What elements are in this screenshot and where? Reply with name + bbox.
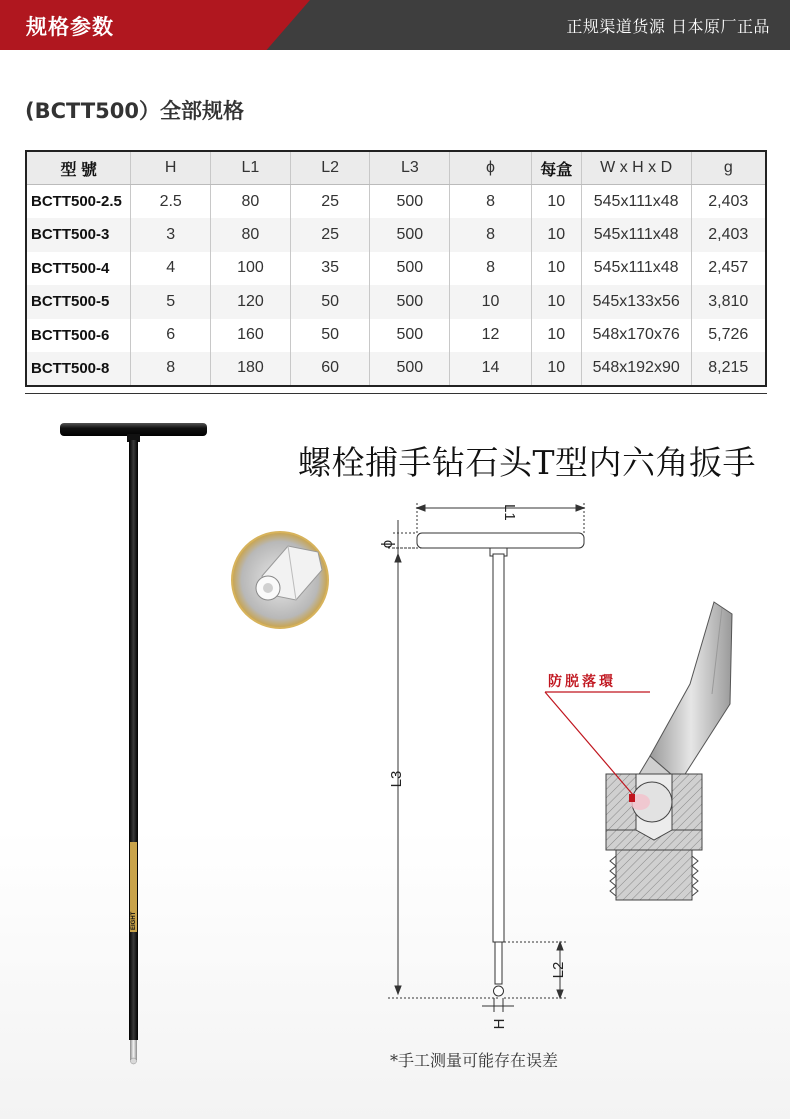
cell-phi: 12 bbox=[450, 319, 532, 353]
table-row bbox=[26, 185, 766, 219]
cell-per-box: 10 bbox=[531, 218, 581, 252]
cell-l2: 60 bbox=[290, 352, 370, 386]
cell-model: BCTT500-8 bbox=[26, 352, 131, 386]
dim-label-l1: L1 bbox=[501, 504, 518, 521]
cell-phi: 8 bbox=[450, 252, 532, 286]
cell-l3: 500 bbox=[370, 252, 450, 286]
cell-l3: 500 bbox=[370, 319, 450, 353]
section-title: (BCTT500）全部规格 bbox=[25, 99, 244, 123]
cell-model: BCTT500-4 bbox=[26, 252, 131, 286]
retaining-ring-label: 防脱落環 bbox=[548, 674, 616, 690]
cell-l2: 25 bbox=[290, 218, 370, 252]
cell-l3: 500 bbox=[370, 218, 450, 252]
cell-per-box: 10 bbox=[531, 252, 581, 286]
cell-dimensions: 548x170x76 bbox=[581, 319, 691, 353]
cell-phi: 8 bbox=[450, 185, 532, 219]
dim-label-phi: ϕ bbox=[379, 539, 396, 549]
cell-per-box: 10 bbox=[531, 352, 581, 386]
cell-weight: 2,457 bbox=[691, 252, 766, 286]
cell-weight: 2,403 bbox=[691, 218, 766, 252]
cell-l1: 80 bbox=[211, 218, 291, 252]
product-illustration bbox=[0, 394, 790, 1119]
cell-l3: 500 bbox=[370, 352, 450, 386]
cell-h: 4 bbox=[131, 252, 211, 286]
cell-phi: 10 bbox=[450, 285, 532, 319]
cell-l3: 500 bbox=[370, 285, 450, 319]
cell-phi: 14 bbox=[450, 352, 532, 386]
tip-zoom-photo bbox=[232, 532, 328, 628]
cell-l3: 500 bbox=[370, 185, 450, 219]
cell-l1: 120 bbox=[211, 285, 291, 319]
cell-h: 8 bbox=[131, 352, 211, 386]
cell-model: BCTT500-3 bbox=[26, 218, 131, 252]
measurement-note: *手工测量可能存在误差 bbox=[390, 1051, 559, 1070]
cell-l2: 50 bbox=[290, 319, 370, 353]
col-header-h: H bbox=[131, 151, 211, 185]
col-header-model: 型 號 bbox=[26, 151, 131, 185]
table-header-row bbox=[26, 151, 766, 185]
ball-head-detail bbox=[545, 602, 732, 900]
col-header-phi: ϕ bbox=[450, 151, 532, 185]
col-header-dimensions: W x H x D bbox=[581, 151, 691, 185]
cell-weight: 3,810 bbox=[691, 285, 766, 319]
cell-model: BCTT500-2.5 bbox=[26, 185, 131, 219]
spec-table bbox=[25, 150, 767, 387]
product-title: 螺栓捕手钻石头T型内六角扳手 bbox=[298, 443, 757, 482]
cell-dimensions: 545x111x48 bbox=[581, 185, 691, 219]
col-header-l3: L3 bbox=[370, 151, 450, 185]
table-row bbox=[26, 218, 766, 252]
cell-h: 2.5 bbox=[131, 185, 211, 219]
t-wrench-photo bbox=[60, 423, 207, 1064]
cell-l1: 100 bbox=[211, 252, 291, 286]
col-header-weight: g bbox=[691, 151, 766, 185]
cell-weight: 2,403 bbox=[691, 185, 766, 219]
table-row bbox=[26, 352, 766, 386]
cell-l1: 180 bbox=[211, 352, 291, 386]
cell-per-box: 10 bbox=[531, 185, 581, 219]
col-header-per-box: 每盒 bbox=[531, 151, 581, 185]
dim-label-l3: L3 bbox=[388, 770, 405, 788]
dim-label-h: H bbox=[491, 1018, 508, 1030]
header-slogan: 正规渠道货源 日本原厂正品 bbox=[566, 17, 770, 36]
dim-label-l2: L2 bbox=[550, 961, 567, 979]
cell-h: 5 bbox=[131, 285, 211, 319]
header-title: 规格参数 bbox=[26, 15, 114, 39]
header-bar bbox=[0, 0, 790, 50]
col-header-l1: L1 bbox=[211, 151, 291, 185]
cell-l1: 80 bbox=[211, 185, 291, 219]
cell-dimensions: 548x192x90 bbox=[581, 352, 691, 386]
cell-dimensions: 545x133x56 bbox=[581, 285, 691, 319]
cell-dimensions: 545x111x48 bbox=[581, 252, 691, 286]
cell-l1: 160 bbox=[211, 319, 291, 353]
cell-per-box: 10 bbox=[531, 285, 581, 319]
table-row bbox=[26, 319, 766, 353]
dimension-drawing bbox=[388, 502, 584, 1012]
cell-h: 6 bbox=[131, 319, 211, 353]
cell-l2: 25 bbox=[290, 185, 370, 219]
handle-brand-label: EIGHT bbox=[131, 911, 137, 930]
cell-dimensions: 545x111x48 bbox=[581, 218, 691, 252]
table-row bbox=[26, 285, 766, 319]
cell-h: 3 bbox=[131, 218, 211, 252]
col-header-l2: L2 bbox=[290, 151, 370, 185]
cell-model: BCTT500-6 bbox=[26, 319, 131, 353]
cell-per-box: 10 bbox=[531, 319, 581, 353]
cell-l2: 50 bbox=[290, 285, 370, 319]
cell-weight: 8,215 bbox=[691, 352, 766, 386]
cell-weight: 5,726 bbox=[691, 319, 766, 353]
cell-l2: 35 bbox=[290, 252, 370, 286]
cell-phi: 8 bbox=[450, 218, 532, 252]
cell-model: BCTT500-5 bbox=[26, 285, 131, 319]
table-row bbox=[26, 252, 766, 286]
